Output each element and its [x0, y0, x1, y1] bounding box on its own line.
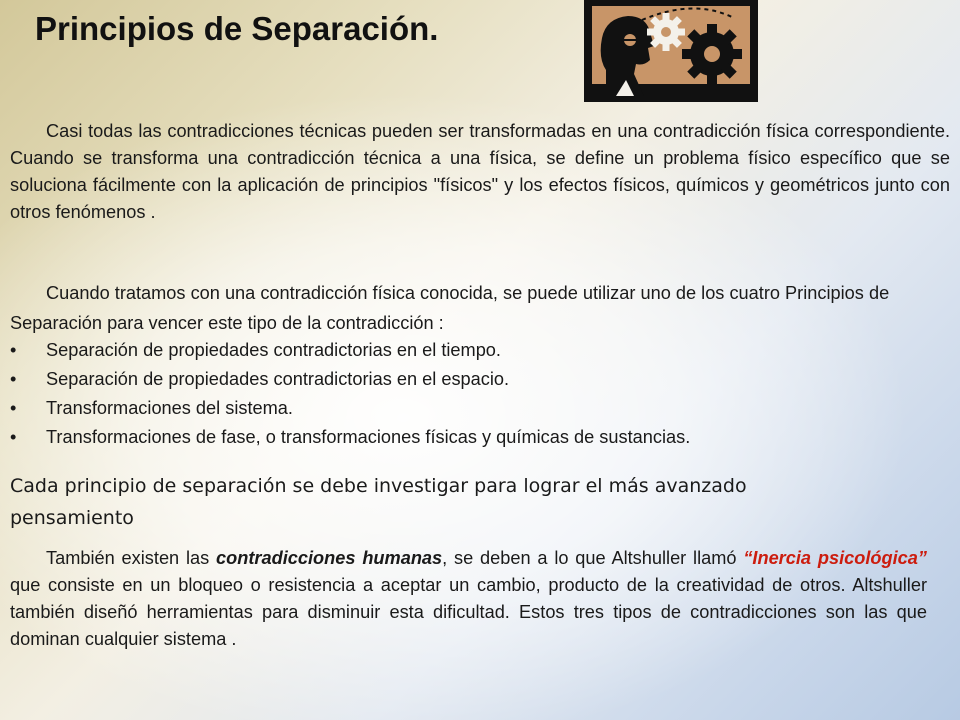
bullet-marker: • — [10, 340, 17, 360]
bullet-marker: • — [10, 427, 17, 447]
list-item-text: Separación de propiedades contradictorias en el espacio. — [46, 369, 510, 389]
slide-title: Principios de Separación. — [35, 10, 439, 47]
investigation-note: Cada principio de separación se debe investigar para lograr el más avanzado pensamiento — [10, 475, 747, 529]
list-item — [10, 423, 950, 452]
bullet-marker: • — [10, 369, 17, 389]
bullet-marker: • — [10, 398, 17, 418]
list-item — [10, 394, 950, 423]
text-run: que consiste en un bloqueo o resistencia a aceptar un cambio, producto de la creatividad de otros. Altshuller también diseñó herramientas para disminuir esta dificultad. Estos tres tipos de contradicciones son las que dominan cualquier sistema . — [10, 575, 927, 649]
psychological-inertia-term: “Inercia psicológica” — [743, 548, 927, 568]
thinking-head-gears-icon — [584, 0, 758, 102]
list-item — [10, 336, 950, 365]
separation-principles-list — [10, 336, 950, 452]
list-item-text: Separación de propiedades contradictorias en el tiempo. — [46, 340, 501, 360]
list-item-text: Transformaciones del sistema. — [46, 398, 293, 418]
human-contradictions-paragraph — [10, 545, 927, 653]
text-run: También existen las — [46, 548, 217, 568]
text-run: , se deben a lo que Altshuller llamó — [442, 548, 744, 568]
principles-intro-paragraph: Cuando tratamos con una contradicción física conocida, se puede utilizar uno de los cuatro Principios de Separación para vencer este tipo de la contradicción : — [10, 283, 890, 333]
list-item-text: Transformaciones de fase, o transformaciones físicas y químicas de sustancias. — [46, 427, 691, 447]
list-item — [10, 365, 950, 394]
intro-paragraph: Casi todas las contradicciones técnicas pueden ser transformadas en una contradicción física correspondiente. Cuando se transforma una contradicción técnica a una física, se define un problema físico específico que se soluciona fácilmente con la aplicación de principios "físicos" y los efectos físicos, químicos y geométricos junto con otros fenómenos . — [10, 121, 950, 222]
human-contradictions-term: contradicciones humanas — [216, 548, 443, 568]
